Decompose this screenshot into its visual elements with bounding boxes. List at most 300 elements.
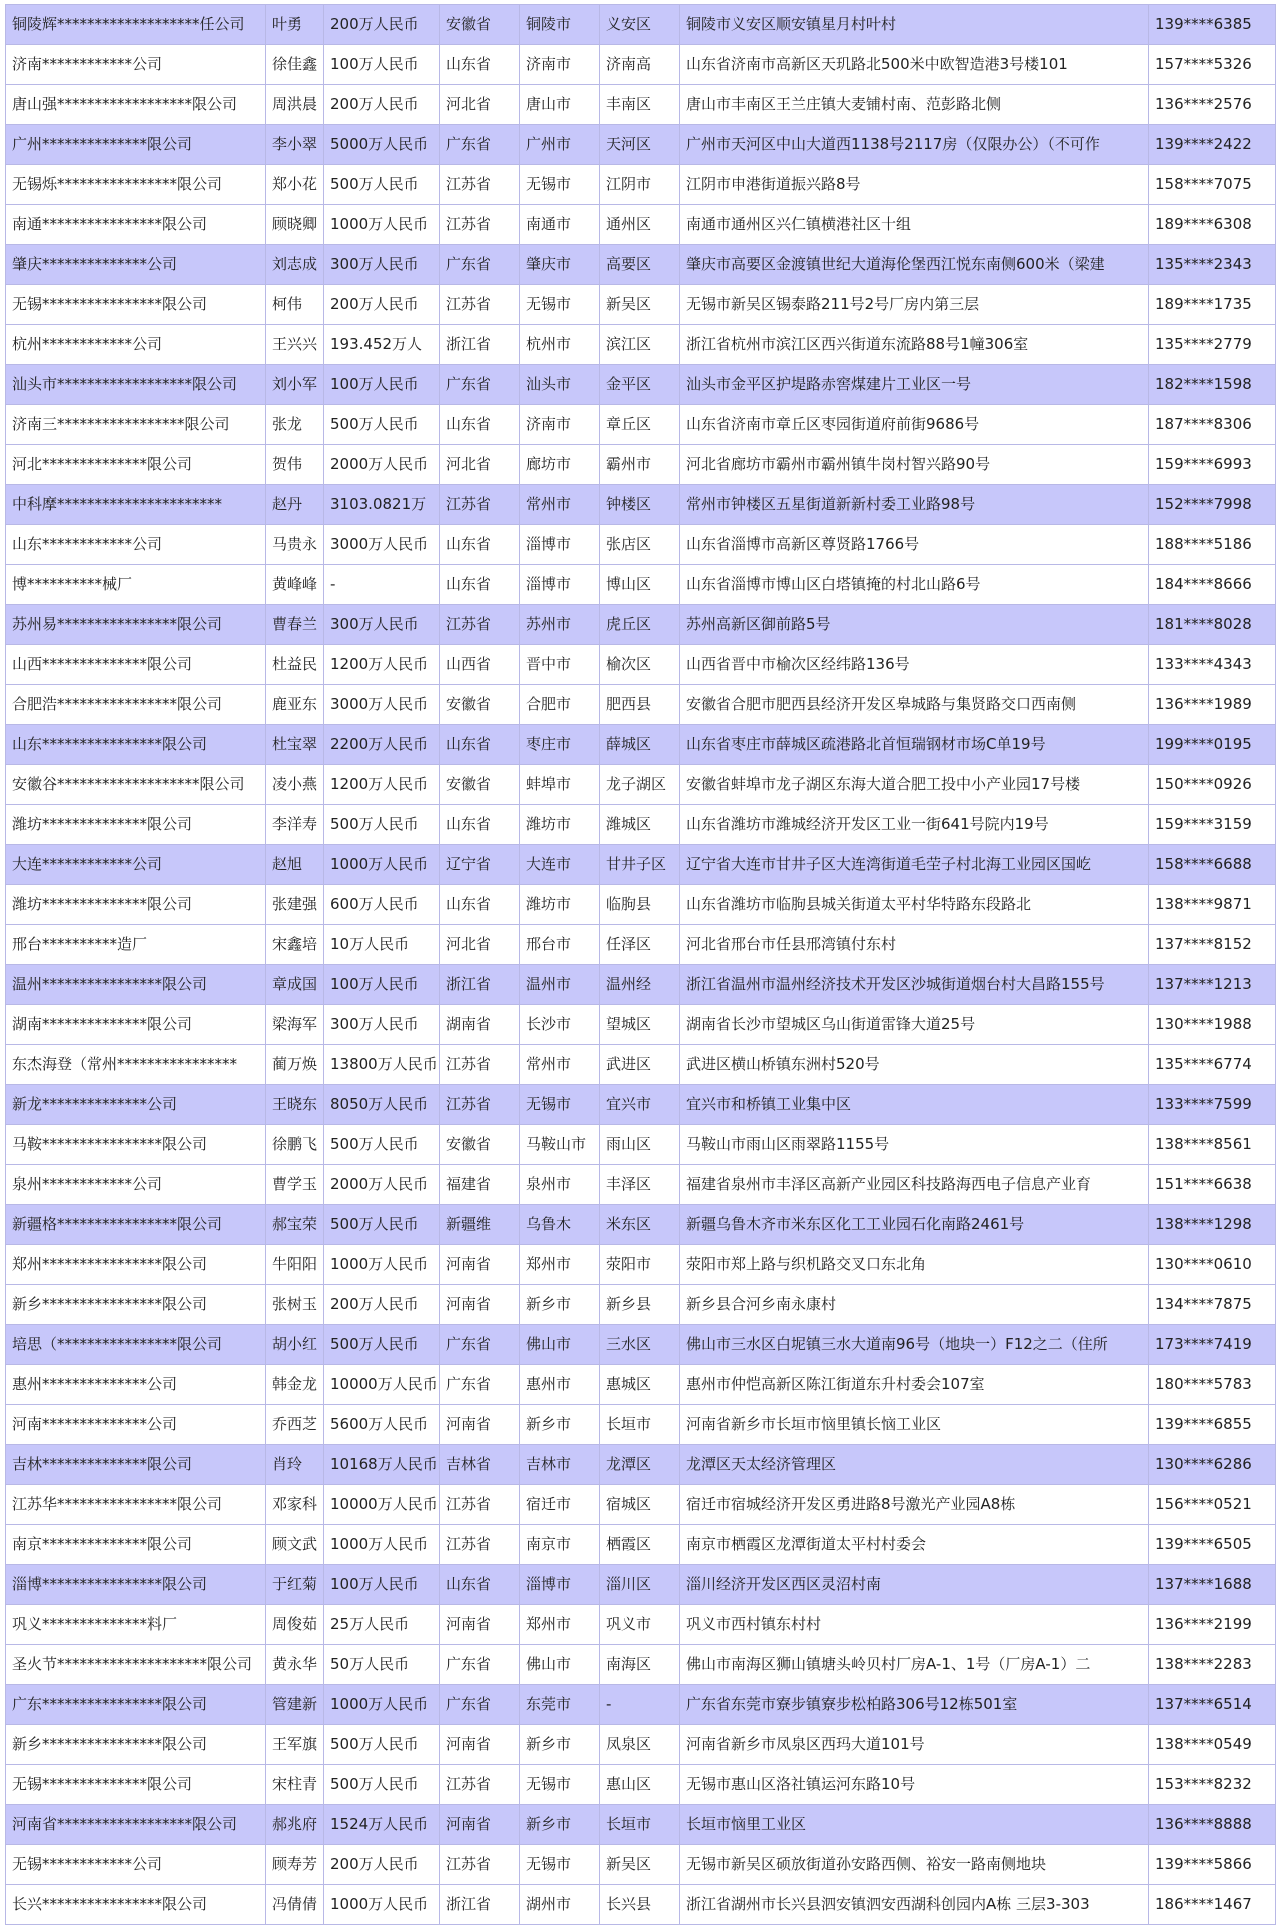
phone-cell: 139****6385 (1149, 5, 1276, 45)
district-cell: 潍城区 (600, 805, 680, 845)
city-cell: 苏州市 (520, 605, 600, 645)
address-cell: 宜兴市和桥镇工业集中区 (680, 1085, 1149, 1125)
province-cell: 山西省 (440, 645, 520, 685)
contact-name-cell: 贺伟 (266, 445, 324, 485)
province-cell: 吉林省 (440, 1445, 520, 1485)
province-cell: 江苏省 (440, 1525, 520, 1565)
phone-cell: 152****7998 (1149, 485, 1276, 525)
address-cell: 浙江省温州市温州经济技术开发区沙城街道烟台村大昌路155号 (680, 965, 1149, 1005)
registered-capital-cell: 200万人民币 (324, 1845, 440, 1885)
address-cell: 新疆乌鲁木齐市米东区化工工业园石化南路2461号 (680, 1205, 1149, 1245)
province-cell: 江苏省 (440, 1765, 520, 1805)
registered-capital-cell: 2000万人民币 (324, 445, 440, 485)
phone-cell: 189****1735 (1149, 285, 1276, 325)
registered-capital-cell: 500万人民币 (324, 1725, 440, 1765)
company-name-cell: 唐山强******************限公司 (6, 85, 266, 125)
registered-capital-cell: 100万人民币 (324, 965, 440, 1005)
district-cell: 三水区 (600, 1325, 680, 1365)
table-row (6, 1645, 1276, 1685)
table-row (6, 1845, 1276, 1885)
table-row (6, 1205, 1276, 1245)
company-name-cell: 潍坊**************限公司 (6, 885, 266, 925)
province-cell: 河北省 (440, 925, 520, 965)
address-cell: 山东省潍坊市潍城经济开发区工业一街641号院内19号 (680, 805, 1149, 845)
city-cell: 淄博市 (520, 525, 600, 565)
city-cell: 常州市 (520, 485, 600, 525)
registered-capital-cell: 500万人民币 (324, 1205, 440, 1245)
city-cell: 南京市 (520, 1525, 600, 1565)
company-name-cell: 中科摩********************** (6, 485, 266, 525)
contact-name-cell: 张树玉 (266, 1285, 324, 1325)
province-cell: 新疆维 (440, 1205, 520, 1245)
table-row (6, 485, 1276, 525)
city-cell: 新乡市 (520, 1285, 600, 1325)
address-cell: 巩义市西村镇东村村 (680, 1605, 1149, 1645)
company-name-cell: 河南省******************限公司 (6, 1805, 266, 1845)
address-cell: 佛山市南海区狮山镇塘头岭贝村厂房A-1、1号（厂房A-1）二 (680, 1645, 1149, 1685)
contact-name-cell: 赵丹 (266, 485, 324, 525)
table-row (6, 1125, 1276, 1165)
address-cell: 南京市栖霞区龙潭街道太平村村委会 (680, 1525, 1149, 1565)
province-cell: 河南省 (440, 1285, 520, 1325)
district-cell: 南海区 (600, 1645, 680, 1685)
district-cell: 长垣市 (600, 1805, 680, 1845)
district-cell: 米东区 (600, 1205, 680, 1245)
contact-name-cell: 郝宝荣 (266, 1205, 324, 1245)
province-cell: 山东省 (440, 45, 520, 85)
table-row (6, 125, 1276, 165)
table-row (6, 1765, 1276, 1805)
province-cell: 山东省 (440, 805, 520, 845)
registered-capital-cell: 25万人民币 (324, 1605, 440, 1645)
phone-cell: 187****8306 (1149, 405, 1276, 445)
contact-name-cell: 张龙 (266, 405, 324, 445)
registered-capital-cell: 2000万人民币 (324, 1165, 440, 1205)
contact-name-cell: 黄永华 (266, 1645, 324, 1685)
contact-name-cell: 宋鑫培 (266, 925, 324, 965)
address-cell: 南通市通州区兴仁镇横港社区十组 (680, 205, 1149, 245)
province-cell: 山东省 (440, 525, 520, 565)
phone-cell: 199****0195 (1149, 725, 1276, 765)
registered-capital-cell: 300万人民币 (324, 245, 440, 285)
contact-name-cell: 赵旭 (266, 845, 324, 885)
province-cell: 江苏省 (440, 485, 520, 525)
city-cell: 佛山市 (520, 1645, 600, 1685)
address-cell: 淄川经济开发区西区灵沼村南 (680, 1565, 1149, 1605)
contact-name-cell: 张建强 (266, 885, 324, 925)
district-cell: 济南高 (600, 45, 680, 85)
table-row (6, 1725, 1276, 1765)
table-row (6, 245, 1276, 285)
contact-name-cell: 蔺万焕 (266, 1045, 324, 1085)
contact-name-cell: 顾寿芳 (266, 1845, 324, 1885)
address-cell: 山东省淄博市高新区尊贤路1766号 (680, 525, 1149, 565)
phone-cell: 138****1298 (1149, 1205, 1276, 1245)
registered-capital-cell: 1000万人民币 (324, 1525, 440, 1565)
phone-cell: 135****2779 (1149, 325, 1276, 365)
contact-name-cell: 徐鹏飞 (266, 1125, 324, 1165)
address-cell: 广东省东莞市寮步镇寮步松柏路306号12栋501室 (680, 1685, 1149, 1725)
province-cell: 福建省 (440, 1165, 520, 1205)
city-cell: 汕头市 (520, 365, 600, 405)
address-cell: 河北省廊坊市霸州市霸州镇牛岗村智兴路90号 (680, 445, 1149, 485)
city-cell: 东莞市 (520, 1685, 600, 1725)
province-cell: 广东省 (440, 245, 520, 285)
company-table-sheet (5, 4, 1275, 1925)
registered-capital-cell: 500万人民币 (324, 1325, 440, 1365)
contact-name-cell: 章成国 (266, 965, 324, 1005)
province-cell: 山东省 (440, 565, 520, 605)
province-cell: 江苏省 (440, 1845, 520, 1885)
address-cell: 山东省枣庄市薛城区疏港路北首恒瑞钢材市场C单19号 (680, 725, 1149, 765)
province-cell: 江苏省 (440, 1085, 520, 1125)
province-cell: 山东省 (440, 405, 520, 445)
contact-name-cell: 顾文武 (266, 1525, 324, 1565)
phone-cell: 173****7419 (1149, 1325, 1276, 1365)
city-cell: 新乡市 (520, 1725, 600, 1765)
company-name-cell: 山东************公司 (6, 525, 266, 565)
contact-name-cell: 马贵永 (266, 525, 324, 565)
city-cell: 肇庆市 (520, 245, 600, 285)
city-cell: 大连市 (520, 845, 600, 885)
table-row (6, 1565, 1276, 1605)
registered-capital-cell: 3000万人民币 (324, 525, 440, 565)
registered-capital-cell: 5000万人民币 (324, 125, 440, 165)
contact-name-cell: 宋柱青 (266, 1765, 324, 1805)
registered-capital-cell: 1000万人民币 (324, 845, 440, 885)
district-cell: 丰南区 (600, 85, 680, 125)
district-cell: 惠城区 (600, 1365, 680, 1405)
table-row (6, 605, 1276, 645)
registered-capital-cell: 300万人民币 (324, 605, 440, 645)
company-name-cell: 无锡**************限公司 (6, 1765, 266, 1805)
registered-capital-cell: 1524万人民币 (324, 1805, 440, 1845)
registered-capital-cell: 500万人民币 (324, 805, 440, 845)
phone-cell: 137****1688 (1149, 1565, 1276, 1605)
province-cell: 河北省 (440, 445, 520, 485)
contact-name-cell: 冯倩倩 (266, 1885, 324, 1925)
phone-cell: 189****6308 (1149, 205, 1276, 245)
province-cell: 江苏省 (440, 1045, 520, 1085)
company-name-cell: 河南**************公司 (6, 1405, 266, 1445)
company-name-cell: 大连************公司 (6, 845, 266, 885)
district-cell: 钟楼区 (600, 485, 680, 525)
phone-cell: 159****3159 (1149, 805, 1276, 845)
phone-cell: 182****1598 (1149, 365, 1276, 405)
company-table (5, 4, 1276, 1925)
province-cell: 江苏省 (440, 1485, 520, 1525)
phone-cell: 157****5326 (1149, 45, 1276, 85)
company-name-cell: 济南************公司 (6, 45, 266, 85)
address-cell: 无锡市新吴区硕放街道孙安路西侧、裕安一路南侧地块 (680, 1845, 1149, 1885)
province-cell: 安徽省 (440, 685, 520, 725)
city-cell: 廊坊市 (520, 445, 600, 485)
company-name-cell: 新乡****************限公司 (6, 1725, 266, 1765)
company-name-cell: 马鞍****************限公司 (6, 1125, 266, 1165)
address-cell: 常州市钟楼区五星街道新新村委工业路98号 (680, 485, 1149, 525)
phone-cell: 159****6993 (1149, 445, 1276, 485)
contact-name-cell: 杜益民 (266, 645, 324, 685)
registered-capital-cell: 200万人民币 (324, 85, 440, 125)
company-name-cell: 江苏华****************限公司 (6, 1485, 266, 1525)
district-cell: 丰泽区 (600, 1165, 680, 1205)
table-row (6, 1085, 1276, 1125)
registered-capital-cell: 3103.0821万 (324, 485, 440, 525)
registered-capital-cell: 300万人民币 (324, 1005, 440, 1045)
contact-name-cell: 周俊茹 (266, 1605, 324, 1645)
phone-cell: 158****6688 (1149, 845, 1276, 885)
province-cell: 山东省 (440, 725, 520, 765)
province-cell: 安徽省 (440, 1125, 520, 1165)
table-row (6, 765, 1276, 805)
table-row (6, 5, 1276, 45)
phone-cell: 136****1989 (1149, 685, 1276, 725)
province-cell: 江苏省 (440, 605, 520, 645)
table-row (6, 1365, 1276, 1405)
district-cell: 薛城区 (600, 725, 680, 765)
address-cell: 长垣市恼里工业区 (680, 1805, 1149, 1845)
district-cell: 通州区 (600, 205, 680, 245)
province-cell: 河北省 (440, 85, 520, 125)
address-cell: 惠州市仲恺高新区陈江街道东升村委会107室 (680, 1365, 1149, 1405)
district-cell: 龙子湖区 (600, 765, 680, 805)
contact-name-cell: 周洪晨 (266, 85, 324, 125)
city-cell: 郑州市 (520, 1245, 600, 1285)
city-cell: 泉州市 (520, 1165, 600, 1205)
province-cell: 河南省 (440, 1725, 520, 1765)
district-cell: - (600, 1685, 680, 1725)
district-cell: 惠山区 (600, 1765, 680, 1805)
district-cell: 巩义市 (600, 1605, 680, 1645)
phone-cell: 138****9871 (1149, 885, 1276, 925)
city-cell: 铜陵市 (520, 5, 600, 45)
contact-name-cell: 徐佳鑫 (266, 45, 324, 85)
company-name-cell: 郑州****************限公司 (6, 1245, 266, 1285)
company-name-cell: 巩义**************料厂 (6, 1605, 266, 1645)
table-row (6, 685, 1276, 725)
table-row (6, 165, 1276, 205)
contact-name-cell: 顾晓卿 (266, 205, 324, 245)
company-name-cell: 济南三*****************限公司 (6, 405, 266, 445)
company-name-cell: 无锡烁****************限公司 (6, 165, 266, 205)
registered-capital-cell: 500万人民币 (324, 1765, 440, 1805)
phone-cell: 150****0926 (1149, 765, 1276, 805)
phone-cell: 130****6286 (1149, 1445, 1276, 1485)
company-name-cell: 无锡****************限公司 (6, 285, 266, 325)
city-cell: 无锡市 (520, 285, 600, 325)
city-cell: 广州市 (520, 125, 600, 165)
district-cell: 宜兴市 (600, 1085, 680, 1125)
city-cell: 潍坊市 (520, 805, 600, 845)
phone-cell: 138****2283 (1149, 1645, 1276, 1685)
province-cell: 江苏省 (440, 205, 520, 245)
address-cell: 荥阳市郑上路与织机路交叉口东北角 (680, 1245, 1149, 1285)
table-row (6, 1485, 1276, 1525)
district-cell: 金平区 (600, 365, 680, 405)
table-row (6, 1405, 1276, 1445)
registered-capital-cell: 100万人民币 (324, 365, 440, 405)
contact-name-cell: 胡小红 (266, 1325, 324, 1365)
company-name-cell: 潍坊**************限公司 (6, 805, 266, 845)
address-cell: 唐山市丰南区王兰庄镇大麦铺村南、范彭路北侧 (680, 85, 1149, 125)
district-cell: 任泽区 (600, 925, 680, 965)
table-row (6, 1285, 1276, 1325)
phone-cell: 133****7599 (1149, 1085, 1276, 1125)
registered-capital-cell: 8050万人民币 (324, 1085, 440, 1125)
city-cell: 潍坊市 (520, 885, 600, 925)
phone-cell: 139****6505 (1149, 1525, 1276, 1565)
company-name-cell: 东杰海登（常州**************** (6, 1045, 266, 1085)
city-cell: 济南市 (520, 405, 600, 445)
address-cell: 龙潭区天太经济管理区 (680, 1445, 1149, 1485)
contact-name-cell: 于红菊 (266, 1565, 324, 1605)
province-cell: 广东省 (440, 1645, 520, 1685)
province-cell: 广东省 (440, 125, 520, 165)
district-cell: 宿城区 (600, 1485, 680, 1525)
registered-capital-cell: 100万人民币 (324, 45, 440, 85)
company-name-cell: 湖南**************限公司 (6, 1005, 266, 1045)
district-cell: 长垣市 (600, 1405, 680, 1445)
district-cell: 章丘区 (600, 405, 680, 445)
table-row (6, 1805, 1276, 1845)
phone-cell: 136****8888 (1149, 1805, 1276, 1845)
phone-cell: 186****1467 (1149, 1885, 1276, 1925)
address-cell: 无锡市惠山区洛社镇运河东路10号 (680, 1765, 1149, 1805)
province-cell: 广东省 (440, 1685, 520, 1725)
district-cell: 临朐县 (600, 885, 680, 925)
province-cell: 浙江省 (440, 965, 520, 1005)
district-cell: 凤泉区 (600, 1725, 680, 1765)
phone-cell: 153****8232 (1149, 1765, 1276, 1805)
registered-capital-cell: 50万人民币 (324, 1645, 440, 1685)
city-cell: 无锡市 (520, 1085, 600, 1125)
registered-capital-cell: 1000万人民币 (324, 1245, 440, 1285)
district-cell: 甘井子区 (600, 845, 680, 885)
company-name-cell: 淄博****************限公司 (6, 1565, 266, 1605)
city-cell: 南通市 (520, 205, 600, 245)
address-cell: 浙江省湖州市长兴县泗安镇泗安西湖科创园内A栋 三层3-303 (680, 1885, 1149, 1925)
company-name-cell: 杭州************公司 (6, 325, 266, 365)
contact-name-cell: 柯伟 (266, 285, 324, 325)
company-name-cell: 南京**************限公司 (6, 1525, 266, 1565)
contact-name-cell: 邓家科 (266, 1485, 324, 1525)
city-cell: 惠州市 (520, 1365, 600, 1405)
table-row (6, 965, 1276, 1005)
address-cell: 汕头市金平区护堤路赤窖煤建片工业区一号 (680, 365, 1149, 405)
table-row (6, 1045, 1276, 1085)
table-row (6, 445, 1276, 485)
table-row (6, 645, 1276, 685)
phone-cell: 136****2576 (1149, 85, 1276, 125)
city-cell: 马鞍山市 (520, 1125, 600, 1165)
company-name-cell: 汕头市******************限公司 (6, 365, 266, 405)
contact-name-cell: 杜宝翠 (266, 725, 324, 765)
registered-capital-cell: 2200万人民币 (324, 725, 440, 765)
address-cell: 辽宁省大连市甘井子区大连湾街道毛茔子村北海工业园区国屹 (680, 845, 1149, 885)
company-name-cell: 广东****************限公司 (6, 1685, 266, 1725)
company-name-cell: 苏州易****************限公司 (6, 605, 266, 645)
contact-name-cell: 曹春兰 (266, 605, 324, 645)
address-cell: 安徽省合肥市肥西县经济开发区皋城路与集贤路交口西南侧 (680, 685, 1149, 725)
district-cell: 武进区 (600, 1045, 680, 1085)
district-cell: 肥西县 (600, 685, 680, 725)
table-row (6, 1885, 1276, 1925)
address-cell: 马鞍山市雨山区雨翠路1155号 (680, 1125, 1149, 1165)
table-row (6, 1685, 1276, 1725)
phone-cell: 139****5866 (1149, 1845, 1276, 1885)
contact-name-cell: 王兴兴 (266, 325, 324, 365)
city-cell: 合肥市 (520, 685, 600, 725)
phone-cell: 184****8666 (1149, 565, 1276, 605)
table-row (6, 805, 1276, 845)
city-cell: 宿迁市 (520, 1485, 600, 1525)
registered-capital-cell: 10168万人民币 (324, 1445, 440, 1485)
phone-cell: 137****8152 (1149, 925, 1276, 965)
address-cell: 福建省泉州市丰泽区高新产业园区科技路海西电子信息产业育 (680, 1165, 1149, 1205)
phone-cell: 188****5186 (1149, 525, 1276, 565)
registered-capital-cell: 3000万人民币 (324, 685, 440, 725)
company-name-cell: 南通****************限公司 (6, 205, 266, 245)
district-cell: 高要区 (600, 245, 680, 285)
company-name-cell: 培思（****************限公司 (6, 1325, 266, 1365)
table-row (6, 205, 1276, 245)
phone-cell: 180****5783 (1149, 1365, 1276, 1405)
address-cell: 宿迁市宿城经济开发区勇进路8号激光产业园A8栋 (680, 1485, 1149, 1525)
phone-cell: 135****6774 (1149, 1045, 1276, 1085)
district-cell: 雨山区 (600, 1125, 680, 1165)
company-name-cell: 广州**************限公司 (6, 125, 266, 165)
phone-cell: 135****2343 (1149, 245, 1276, 285)
address-cell: 江阴市申港街道振兴路8号 (680, 165, 1149, 205)
table-row (6, 405, 1276, 445)
registered-capital-cell: 1000万人民币 (324, 1885, 440, 1925)
phone-cell: 139****6855 (1149, 1405, 1276, 1445)
city-cell: 枣庄市 (520, 725, 600, 765)
city-cell: 新乡市 (520, 1805, 600, 1845)
table-row (6, 1325, 1276, 1365)
district-cell: 新吴区 (600, 285, 680, 325)
registered-capital-cell: 1000万人民币 (324, 205, 440, 245)
phone-cell: 138****8561 (1149, 1125, 1276, 1165)
phone-cell: 158****7075 (1149, 165, 1276, 205)
company-name-cell: 博**********械厂 (6, 565, 266, 605)
city-cell: 淄博市 (520, 1565, 600, 1605)
registered-capital-cell: 600万人民币 (324, 885, 440, 925)
table-row (6, 365, 1276, 405)
company-name-cell: 惠州**************公司 (6, 1365, 266, 1405)
address-cell: 河南省新乡市长垣市恼里镇长恼工业区 (680, 1405, 1149, 1445)
city-cell: 长沙市 (520, 1005, 600, 1045)
table-row (6, 1445, 1276, 1485)
company-name-cell: 铜陵辉*******************任公司 (6, 5, 266, 45)
city-cell: 新乡市 (520, 1405, 600, 1445)
address-cell: 山东省济南市章丘区枣园街道府前街9686号 (680, 405, 1149, 445)
registered-capital-cell: 200万人民币 (324, 285, 440, 325)
city-cell: 温州市 (520, 965, 600, 1005)
province-cell: 浙江省 (440, 325, 520, 365)
address-cell: 河北省邢台市任县邢湾镇付东村 (680, 925, 1149, 965)
province-cell: 山东省 (440, 885, 520, 925)
city-cell: 邢台市 (520, 925, 600, 965)
registered-capital-cell: 10万人民币 (324, 925, 440, 965)
table-row (6, 325, 1276, 365)
city-cell: 晋中市 (520, 645, 600, 685)
district-cell: 淄川区 (600, 1565, 680, 1605)
contact-name-cell: 牛阳阳 (266, 1245, 324, 1285)
table-body (6, 5, 1276, 1925)
phone-cell: 130****1988 (1149, 1005, 1276, 1045)
province-cell: 江苏省 (440, 165, 520, 205)
